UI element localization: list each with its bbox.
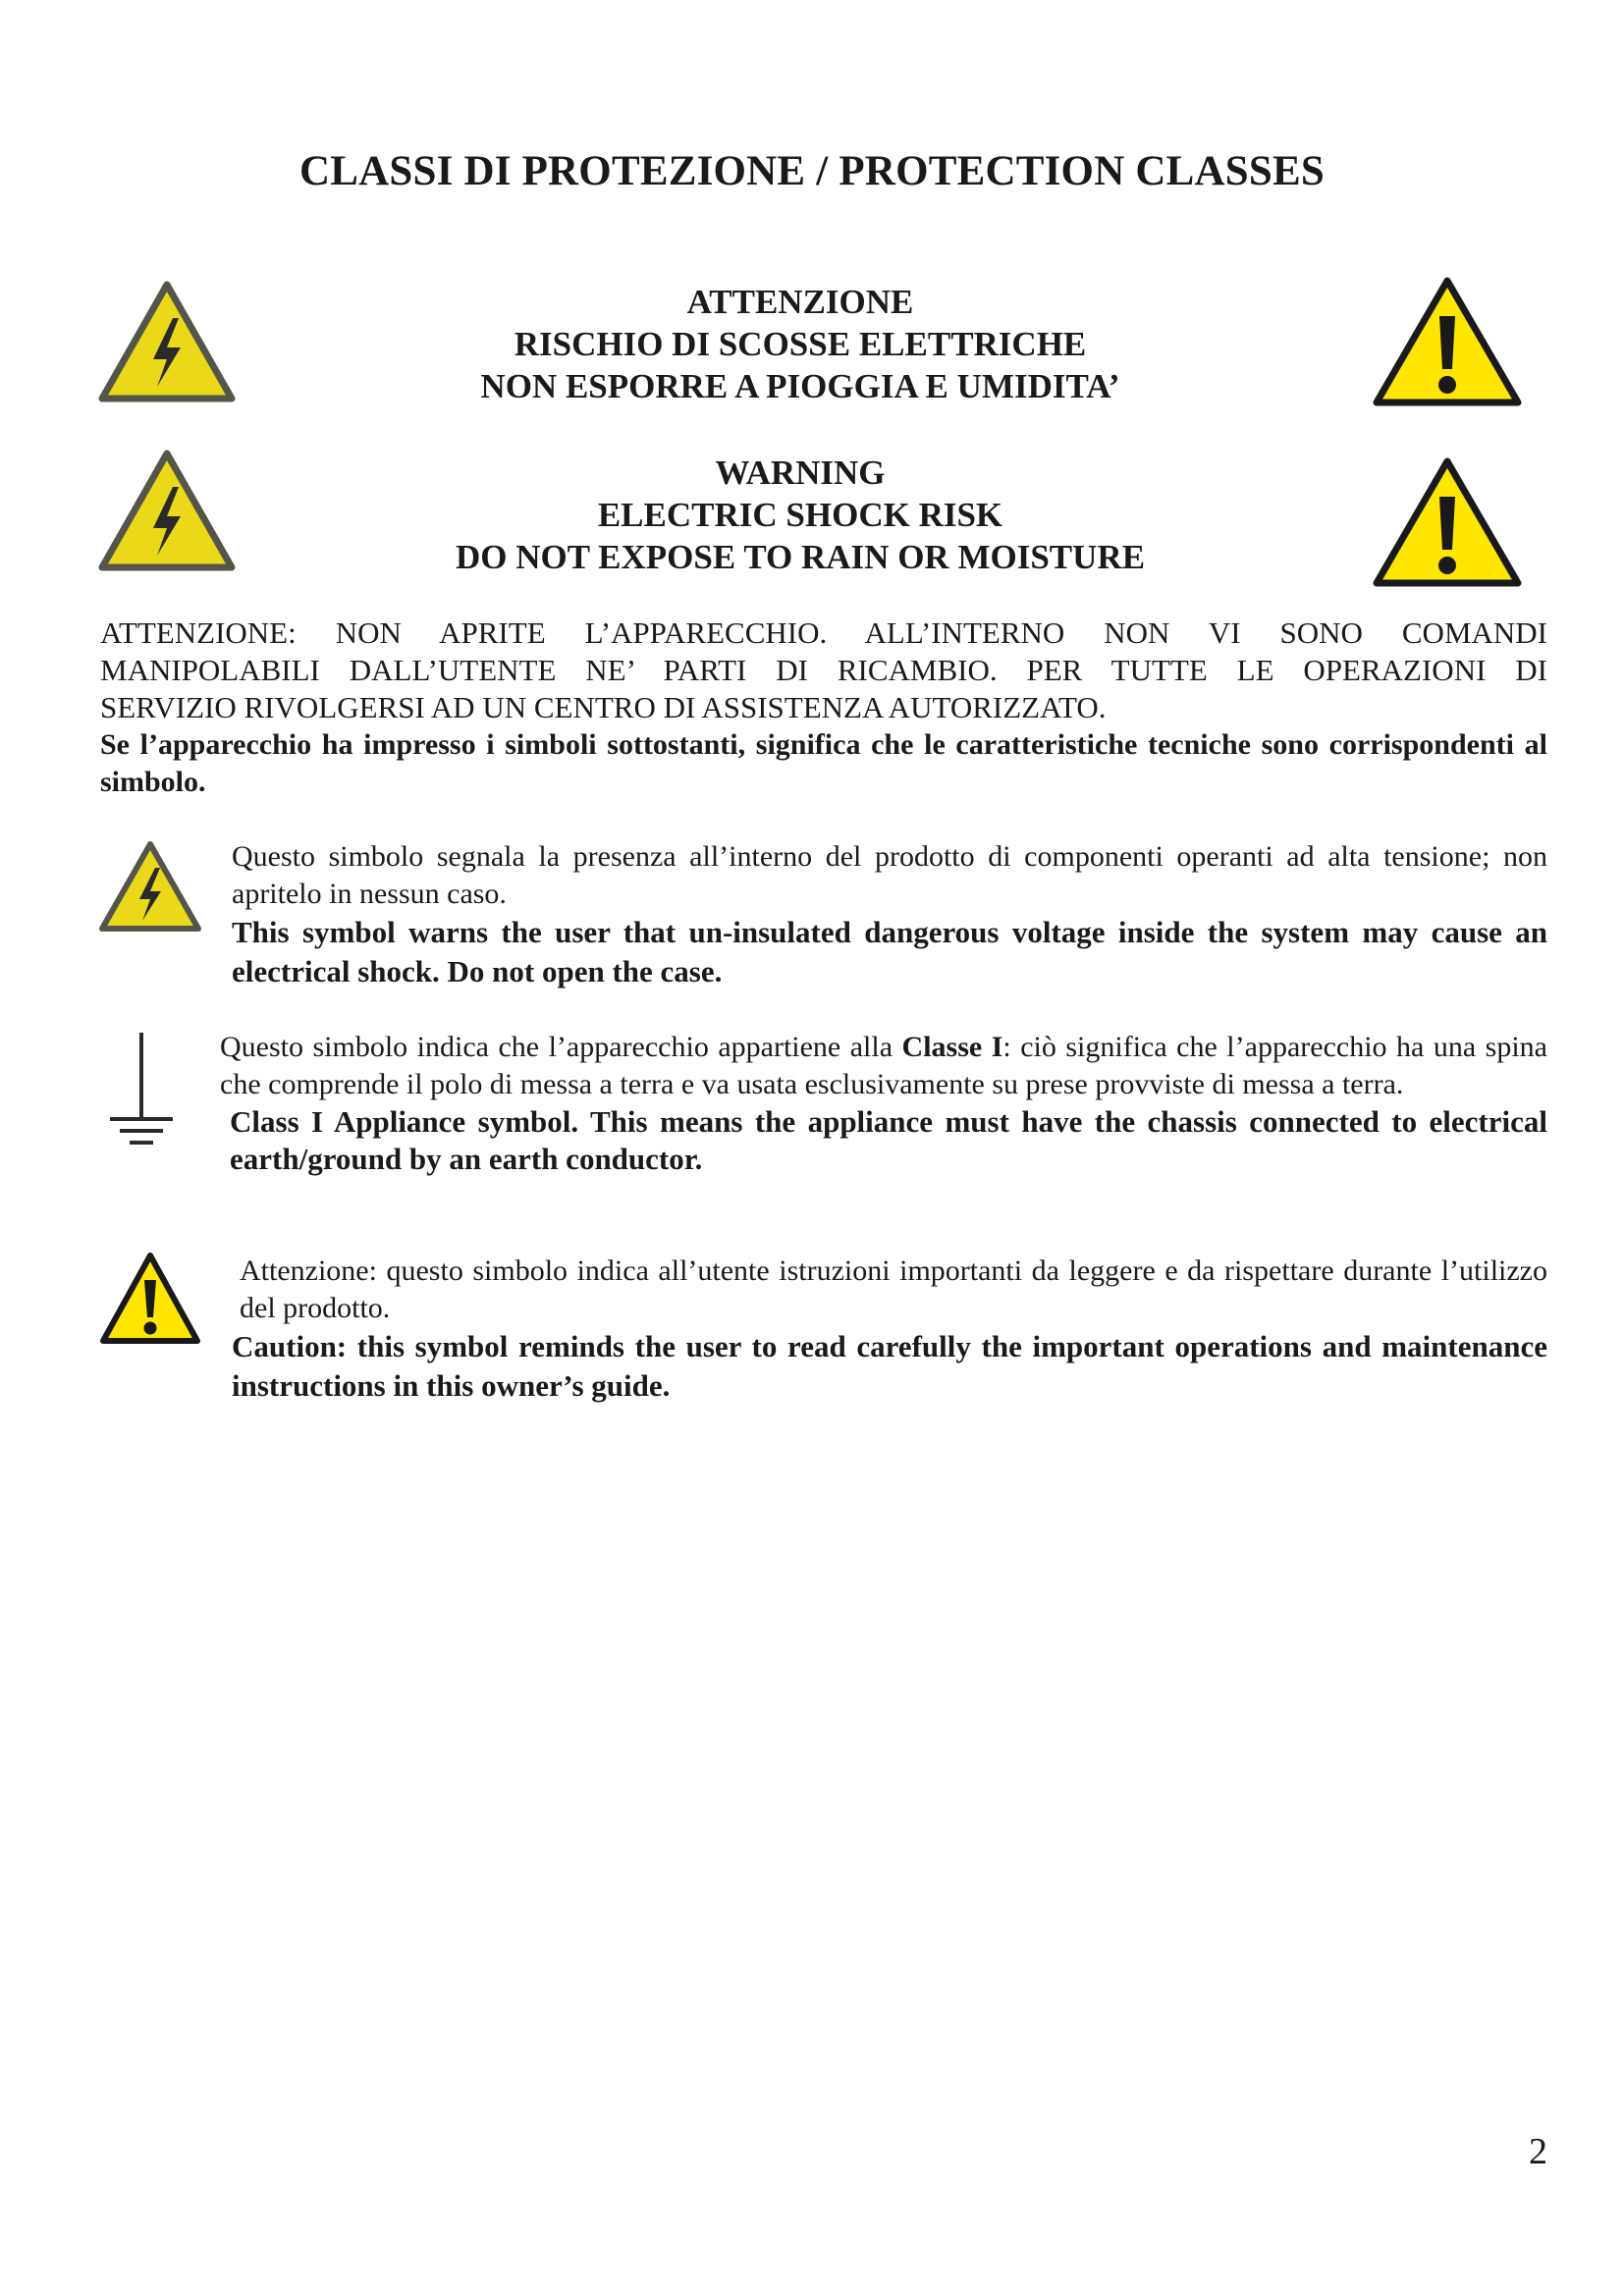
notice-line1: ATTENZIONE: NON APRITE L’APPARECCHIO. ALL’INTERNO NON VI SONO COMANDI	[100, 615, 1547, 650]
high-voltage-warning-icon	[98, 840, 202, 933]
caution-symbol-text-it: Attenzione: questo simbolo indica all’utente istruzioni importanti da leggere e da rispettare durante l’utilizzo del prodotto.	[240, 1255, 1547, 1324]
page-title: CLASSI DI PROTEZIONE / PROTECTION CLASSES	[298, 148, 1326, 194]
high-voltage-warning-icon	[98, 281, 236, 402]
warning-english-line3: DO NOT EXPOSE TO RAIN OR MOISTURE	[455, 538, 1146, 576]
earth-ground-icon	[102, 1027, 181, 1148]
class1-text-it-after: : ciò significa che l’apparecchio ha una spina che comprende il polo di messa a terra e va usata esclusivamente su prese provviste di messa a terra.	[220, 1031, 1547, 1100]
warning-italian	[295, 281, 1306, 407]
caution-symbol-description	[232, 1253, 1547, 1406]
class1-text-it-before: Questo simbolo indica che l’apparecchio appartiene alla	[220, 1031, 902, 1063]
caution-symbol-text-en: Caution: this symbol reminds the user to read carefully the important operations and maintenance instructions in this owner’s guide.	[232, 1329, 1547, 1403]
warning-italian-line2: RISCHIO DI SCOSSE ELETTRICHE	[514, 325, 1087, 363]
class1-symbol-text-it	[220, 1029, 1547, 1103]
voltage-symbol-description	[232, 838, 1547, 991]
class1-symbol-description	[220, 1029, 1547, 1178]
warning-english-line1: WARNING	[715, 454, 886, 492]
high-voltage-warning-icon	[98, 450, 236, 571]
notice-line3: SERVIZIO RIVOLGERSI AD UN CENTRO DI ASSISTENZA AUTORIZZATO.	[100, 690, 1107, 724]
voltage-symbol-text-en: This symbol warns the user that un-insulated dangerous voltage inside the system may cause an electrical shock. Do not open the case.	[232, 915, 1547, 988]
warning-english	[295, 452, 1306, 578]
voltage-symbol-text-it: Questo simbolo segnala la presenza all’interno del prodotto di componenti operanti ad alta tensione; non apritelo in nessun caso.	[232, 840, 1547, 910]
exclamation-warning-icon	[98, 1251, 202, 1347]
notice-paragraph	[100, 614, 1547, 801]
page-number: 2	[1529, 2131, 1547, 2172]
notice-line2: MANIPOLABILI DALL’UTENTE NE’ PARTI DI RICAMBIO. PER TUTTE LE OPERAZIONI DI	[100, 653, 1547, 687]
warning-italian-line1: ATTENZIONE	[686, 283, 914, 321]
class1-symbol-text-en: Class I Appliance symbol. This means the appliance must have the chassis connected to electrical earth/ground by an earth conductor.	[230, 1104, 1547, 1176]
warning-italian-line3: NON ESPORRE A PIOGGIA E UMIDITA’	[480, 367, 1120, 405]
symbols-intro: Se l’apparecchio ha impresso i simboli sottostanti, significa che le caratteristiche tecniche sono corrispondenti al simbolo.	[100, 728, 1547, 798]
class1-text-it-bold: Classe I	[901, 1031, 1003, 1063]
exclamation-warning-icon	[1371, 455, 1524, 589]
warning-english-line2: ELECTRIC SHOCK RISK	[597, 496, 1003, 534]
exclamation-warning-icon	[1371, 275, 1524, 408]
